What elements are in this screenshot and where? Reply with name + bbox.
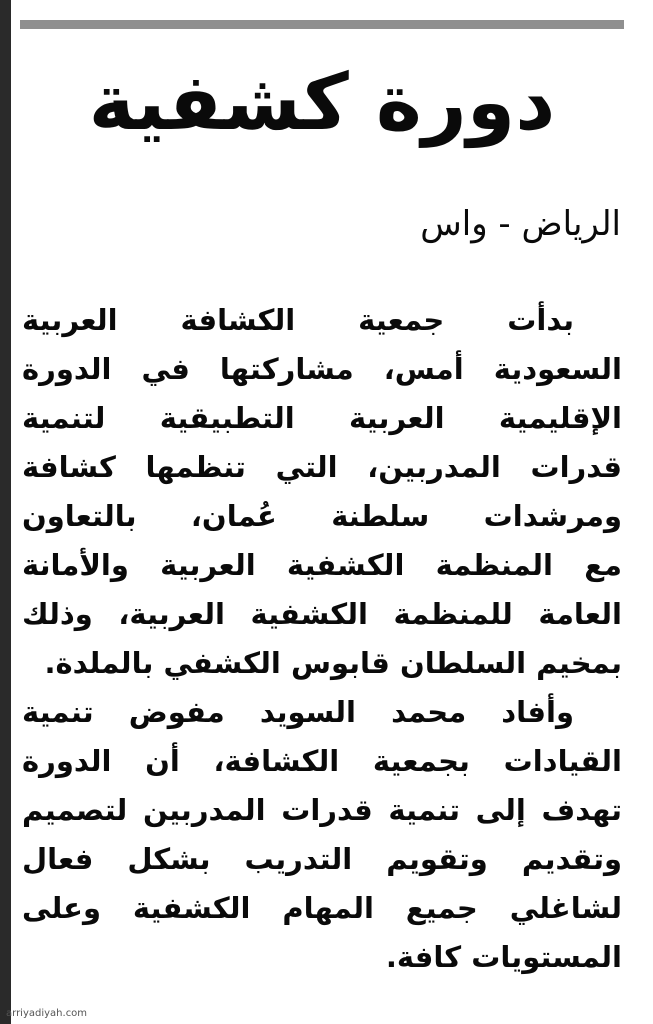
article-line: السعودية أمس، مشاركتها في الدورة: [22, 352, 622, 386]
article-line: ومرشدات سلطنة عُمان، بالتعاون: [22, 499, 622, 533]
article-line: تهدف إلى تنمية قدرات المدربين لتصميم: [22, 793, 622, 827]
article-line: بدأت جمعية الكشافة العربية: [22, 303, 574, 337]
article-line: العامة للمنظمة الكشفية العربية، وذلك: [22, 597, 622, 631]
article-line: لشاغلي جميع المهام الكشفية وعلى: [22, 891, 622, 925]
article-body: [22, 296, 622, 982]
article-line: قدرات المدربين، التي تنظمها كشافة: [22, 450, 622, 484]
article-line: الإقليمية العربية التطبيقية لتنمية: [22, 401, 622, 435]
article-line: مع المنظمة الكشفية العربية والأمانة: [22, 548, 622, 582]
article-line: بمخيم السلطان قابوس الكشفي بالملدة.: [44, 646, 622, 680]
article-line: وتقديم وتقويم التدريب بشكل فعال: [22, 842, 622, 876]
top-divider-rule: [20, 20, 624, 29]
article-line: القيادات بجمعية الكشافة، أن الدورة: [22, 744, 622, 778]
article-line: المستويات كافة.: [385, 940, 622, 974]
article-dateline: الرياض - واس: [420, 204, 621, 244]
column-left-rule: [0, 0, 11, 1024]
article-headline: دورة كشفية: [88, 58, 556, 148]
source-credit: arriyadiyah.com: [6, 1008, 88, 1019]
article-line: وأفاد محمد السويد مفوض تنمية: [22, 695, 574, 729]
